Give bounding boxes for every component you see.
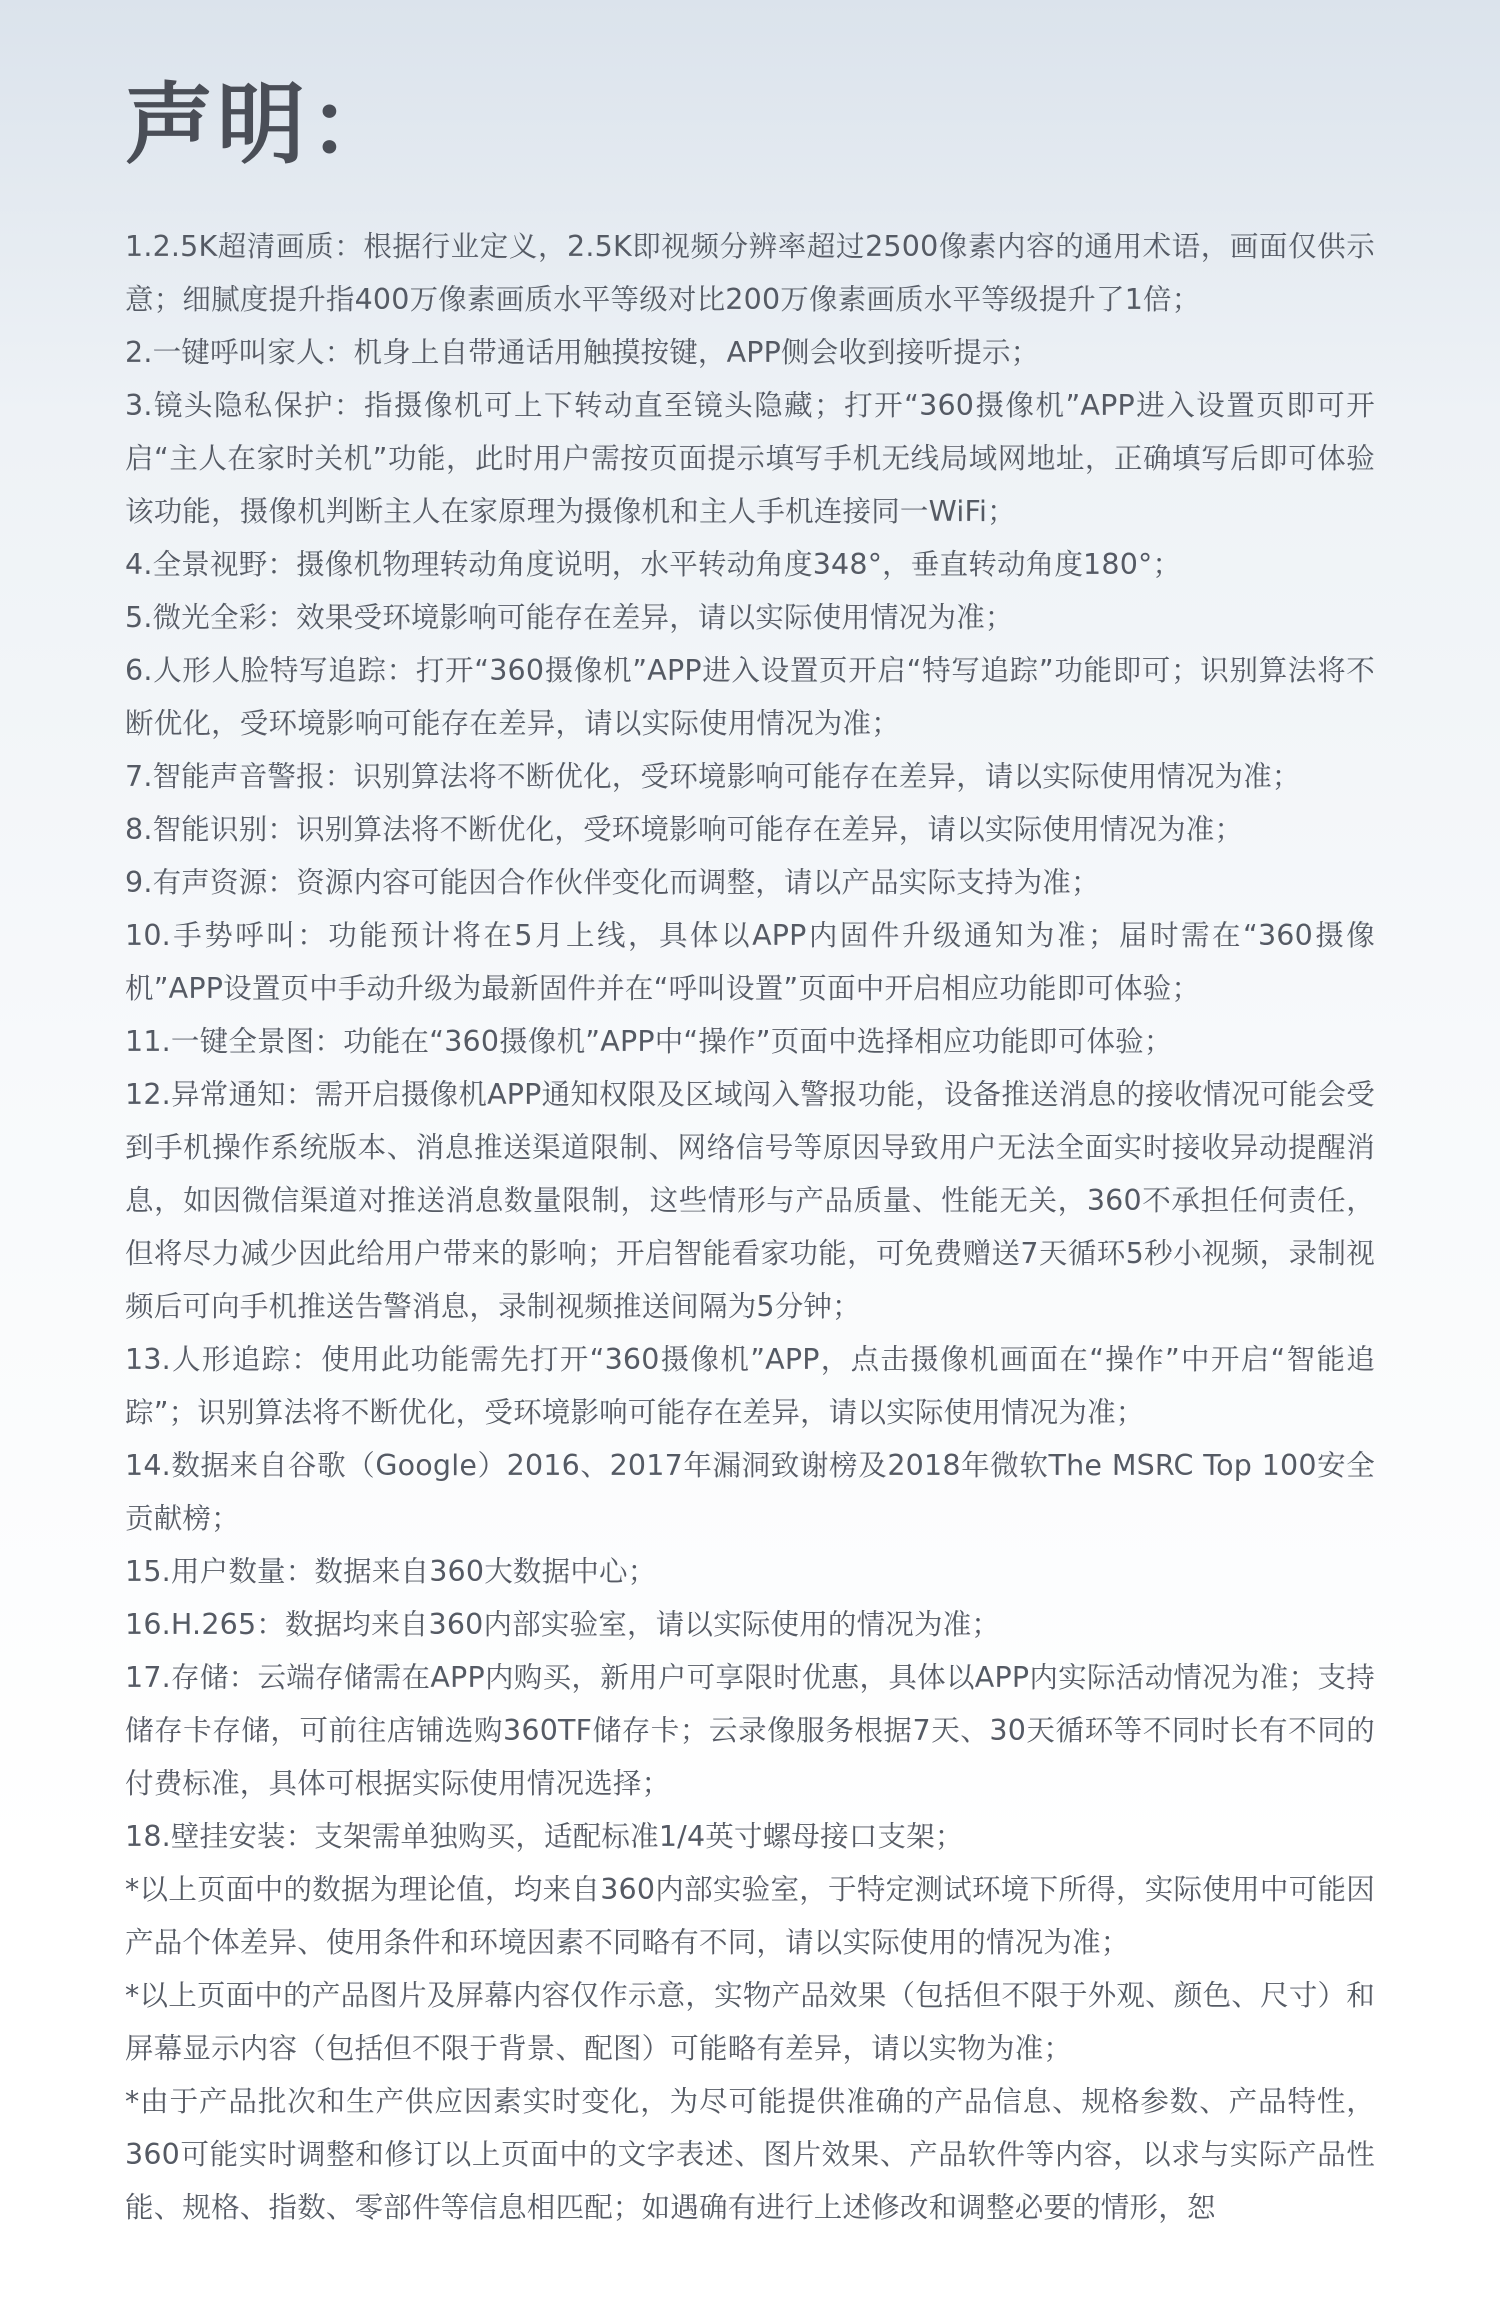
disclaimer-item: 18.壁挂安装：支架需单独购买，适配标准1/4英寸螺母接口支架；: [125, 1820, 964, 1853]
disclaimer-item: 12.异常通知：需开启摄像机APP通知权限及区域闯入警报功能，设备推送消息的接收情况可能会受到手机操作系统版本、消息推送渠道限制、网络信号等原因导致用户无法全面实时接收异动提醒消息，如因微信渠道对推送消息数量限制，这些情形与产品质量、性能无关，360不承担任何责任，但将尽力减少因此给用户带来的影响；开启智能看家功能，可免费赠送7天循环5秒小视频，录制视频后可向手机推送告警消息，录制视频推送间隔为5分钟；: [125, 1078, 1375, 1323]
disclaimer-item: 5.微光全彩：效果受环境影响可能存在差异，请以实际使用情况为准；: [125, 601, 1014, 634]
disclaimer-item: 3.镜头隐私保护：指摄像机可上下转动直至镜头隐藏；打开“360摄像机”APP进入设置页即可开启“主人在家时关机”功能，此时用户需按页面提示填写手机无线局域网地址，正确填写后即可体验该功能，摄像机判断主人在家原理为摄像机和主人手机连接同一WiFi；: [125, 389, 1375, 528]
disclaimer-item: 17.存储：云端存储需在APP内购买，新用户可享限时优惠，具体以APP内实际活动情况为准；支持储存卡存储，可前往店铺选购360TF储存卡；云录像服务根据7天、30天循环等不同时长有不同的付费标准，具体可根据实际使用情况选择；: [125, 1661, 1375, 1800]
disclaimer-item: 2.一键呼叫家人：机身上自带通话用触摸按键，APP侧会收到接听提示；: [125, 336, 1040, 369]
disclaimer-item: *以上页面中的数据为理论值，均来自360内部实验室，于特定测试环境下所得，实际使用中可能因产品个体差异、使用条件和环境因素不同略有不同，请以实际使用的情况为准；: [125, 1873, 1375, 1959]
disclaimer-item: *由于产品批次和生产供应因素实时变化，为尽可能提供准确的产品信息、规格参数、产品特性，360可能实时调整和修订以上页面中的文字表述、图片效果、产品软件等内容，以求与实际产品性能、规格、指数、零部件等信息相匹配；如遇确有进行上述修改和调整必要的情形，恕: [125, 2085, 1375, 2224]
disclaimer-item: 14.数据来自谷歌（Google）2016、2017年漏洞致谢榜及2018年微软The MSRC Top 100安全贡献榜；: [125, 1449, 1375, 1535]
disclaimer-item: 10.手势呼叫：功能预计将在5月上线，具体以APP内固件升级通知为准；届时需在“360摄像机”APP设置页中手动升级为最新固件并在“呼叫设置”页面中开启相应功能即可体验；: [125, 919, 1375, 1005]
disclaimer-item: 13.人形追踪：使用此功能需先打开“360摄像机”APP，点击摄像机画面在“操作”中开启“智能追踪”；识别算法将不断优化，受环境影响可能存在差异，请以实际使用情况为准；: [125, 1343, 1375, 1429]
disclaimer-list: [125, 220, 1375, 2234]
disclaimer-item: 16.H.265：数据均来自360内部实验室，请以实际使用的情况为准；: [125, 1608, 1001, 1641]
disclaimer-item: 9.有声资源：资源内容可能因合作伙伴变化而调整，请以产品实际支持为准；: [125, 866, 1100, 899]
disclaimer-item: 1.2.5K超清画质：根据行业定义，2.5K即视频分辨率超过2500像素内容的通用术语，画面仅供示意；细腻度提升指400万像素画质水平等级对比200万像素画质水平等级提升了1倍；: [125, 230, 1375, 316]
page-title: 声明：: [125, 73, 402, 176]
disclaimer-item: 15.用户数量：数据来自360大数据中心；: [125, 1555, 657, 1588]
disclaimer-item: 6.人形人脸特写追踪：打开“360摄像机”APP进入设置页开启“特写追踪”功能即可；识别算法将不断优化，受环境影响可能存在差异，请以实际使用情况为准；: [125, 654, 1375, 740]
disclaimer-item: 7.智能声音警报：识别算法将不断优化，受环境影响可能存在差异，请以实际使用情况为准；: [125, 760, 1301, 793]
disclaimer-item: 8.智能识别：识别算法将不断优化，受环境影响可能存在差异，请以实际使用情况为准；: [125, 813, 1244, 846]
disclaimer-item: 11.一键全景图：功能在“360摄像机”APP中“操作”页面中选择相应功能即可体验；: [125, 1025, 1173, 1058]
disclaimer-item: 4.全景视野：摄像机物理转动角度说明，水平转动角度348°，垂直转动角度180°；: [125, 548, 1182, 581]
disclaimer-item: *以上页面中的产品图片及屏幕内容仅作示意，实物产品效果（包括但不限于外观、颜色、尺寸）和屏幕显示内容（包括但不限于背景、配图）可能略有差异，请以实物为准；: [125, 1979, 1375, 2065]
